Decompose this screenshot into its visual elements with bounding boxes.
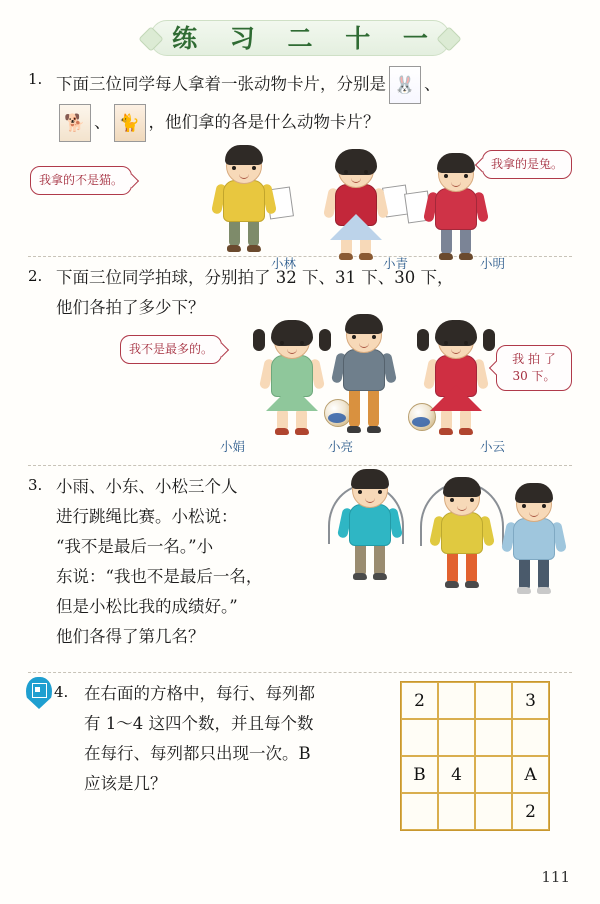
hair xyxy=(435,320,477,346)
legs xyxy=(441,226,471,256)
problem-3-line-5: 但是小松比我的成绩好。” xyxy=(56,597,238,616)
shoe-right xyxy=(295,428,309,435)
grid-cell-r3c2[interactable]: 4 xyxy=(438,756,475,793)
kid-name-4: 小娟 xyxy=(220,439,246,454)
cat-card xyxy=(114,104,146,142)
problem-3-line-1: 小雨、小东、小松三个人 xyxy=(56,477,238,496)
leg-left xyxy=(441,226,452,254)
leg-right xyxy=(374,542,385,576)
dog-card xyxy=(59,104,91,142)
problem-4-number: 4. xyxy=(54,683,69,701)
problem-1-number: 1. xyxy=(28,70,43,88)
kid-xiaoyu xyxy=(498,486,570,596)
eye-left xyxy=(280,341,284,345)
legs xyxy=(355,542,385,576)
shirt xyxy=(513,518,555,560)
kid-name-1: 小林 xyxy=(271,256,297,271)
problem-4-line-2: 有 1～4 这四个数，并且每个数 xyxy=(84,714,314,733)
problem-2-number: 2. xyxy=(28,267,43,285)
problem-4-line-4: 应该是几？ xyxy=(84,774,167,793)
problem-2-bubble-left: 我不是最多的。 xyxy=(120,335,222,364)
legs xyxy=(229,218,259,248)
grid-cell-r1c4[interactable]: 3 xyxy=(512,682,549,719)
problem-3-text xyxy=(56,472,326,652)
grid-cell-r4c1[interactable] xyxy=(401,793,438,830)
hair xyxy=(351,469,389,489)
star-badge-icon xyxy=(26,677,52,709)
pigtail-left xyxy=(253,329,265,351)
shoe-right xyxy=(373,573,387,580)
problem-3-line-3: “我不是最后一名。”小 xyxy=(56,537,214,556)
page-number: 111 xyxy=(541,868,570,886)
shirt xyxy=(343,349,385,391)
shoe-right xyxy=(537,587,551,594)
kid-xiaolin xyxy=(208,148,280,258)
problem-2-text xyxy=(56,263,572,323)
shoe-left xyxy=(445,581,459,588)
legs xyxy=(441,409,471,433)
shoe-right xyxy=(367,426,381,433)
kid-xiaojuan xyxy=(256,323,328,433)
shirt xyxy=(223,180,265,222)
eye-left xyxy=(522,504,526,508)
leg-left xyxy=(355,542,366,576)
eye-right xyxy=(464,174,468,178)
grid-cell-r1c1[interactable]: 2 xyxy=(401,682,438,719)
leg-right xyxy=(460,226,471,254)
problem-3 xyxy=(28,466,572,672)
leg-right xyxy=(368,387,379,427)
eye-left xyxy=(444,341,448,345)
problem-2 xyxy=(28,257,572,465)
shoe-left xyxy=(275,428,289,435)
problem-2-bubble-right-line2: 30 下。 xyxy=(512,369,556,383)
problem-1 xyxy=(28,60,572,271)
problem-1-text-d: ，他们拿的各是什么动物卡片？ xyxy=(148,112,380,132)
leg-right xyxy=(538,556,549,590)
badge-inner-shape xyxy=(32,683,47,698)
problem-1-text-b: 、 xyxy=(424,74,441,94)
grid-cell-r2c4[interactable] xyxy=(512,719,549,756)
shoe-left xyxy=(439,428,453,435)
page-title: 练 习 二 十 一 xyxy=(172,24,440,53)
eye-left xyxy=(358,490,362,494)
grid-cell-r4c4[interactable]: 2 xyxy=(512,793,549,830)
kid-xiaoqing xyxy=(320,152,392,262)
kid-xiaoming xyxy=(420,156,492,266)
skirt xyxy=(330,214,382,240)
dog-icon: 🐕 xyxy=(64,113,86,134)
shoe-left xyxy=(439,253,453,260)
shoe-left xyxy=(517,587,531,594)
grid-cell-r2c2[interactable] xyxy=(438,719,475,756)
kid-xiaoliang xyxy=(328,317,400,437)
pigtail-right xyxy=(319,329,331,351)
shoe-left xyxy=(227,245,241,252)
kid-xiaodong xyxy=(426,480,498,590)
problem-1-text-c: 、 xyxy=(94,112,111,132)
shoe-right xyxy=(359,253,373,260)
grid-cell-r3c4[interactable]: A xyxy=(512,756,549,793)
eye-right xyxy=(364,170,368,174)
grid-cell-r1c3[interactable] xyxy=(475,682,512,719)
skirt xyxy=(266,385,318,411)
grid-cell-r1c2[interactable] xyxy=(438,682,475,719)
rabbit-icon: 🐰 xyxy=(394,75,416,96)
eye-right xyxy=(378,490,382,494)
leg-left xyxy=(519,556,530,590)
shoe-right xyxy=(459,253,473,260)
problem-1-bubble-left: 我拿的不是猫。 xyxy=(30,166,132,195)
pigtail-right xyxy=(483,329,495,351)
problem-1-bubble-right: 我拿的是兔。 xyxy=(482,150,572,179)
page-title-banner xyxy=(150,14,450,60)
problem-2-line-1: 下面三位同学拍球，分别拍了 32 下、31 下、30 下， xyxy=(56,268,454,287)
problem-3-line-6: 他们各得了第几名？ xyxy=(56,627,205,646)
problem-4 xyxy=(28,673,572,853)
legs xyxy=(277,409,307,433)
eye-right xyxy=(542,504,546,508)
shoe-right xyxy=(465,581,479,588)
leg-left xyxy=(349,387,360,427)
legs xyxy=(519,556,549,590)
legs xyxy=(349,387,379,427)
kid-name-5: 小亮 xyxy=(328,439,354,454)
problem-1-text xyxy=(56,66,572,142)
eye-right xyxy=(372,335,376,339)
shirt xyxy=(441,512,483,554)
problem-2-line-2: 他们各拍了多少下？ xyxy=(56,298,205,317)
grid-cell-r2c3[interactable] xyxy=(475,719,512,756)
grid-cell-r4c3[interactable] xyxy=(475,793,512,830)
pigtail-left xyxy=(417,329,429,351)
problem-2-bubble-right-line1: 我 拍 了 xyxy=(512,352,556,366)
problem-4-line-1: 在右面的方格中，每行、每列都 xyxy=(84,684,315,703)
problem-4-text xyxy=(84,679,404,799)
problem-3-line-2: 进行跳绳比赛。小松说： xyxy=(56,507,238,526)
rabbit-card xyxy=(389,66,421,104)
shoe-left xyxy=(353,573,367,580)
legs xyxy=(447,550,477,584)
leg-right xyxy=(466,550,477,584)
eye-right xyxy=(300,341,304,345)
problem-3-number: 3. xyxy=(28,476,43,494)
hair xyxy=(345,314,383,334)
eye-left xyxy=(232,166,236,170)
hair xyxy=(335,149,377,175)
grid-cell-r3c1[interactable]: B xyxy=(401,756,438,793)
kid-name-6: 小云 xyxy=(480,439,506,454)
hair xyxy=(515,483,553,503)
leg-left xyxy=(447,550,458,584)
textbook-page xyxy=(0,14,600,904)
shirt xyxy=(349,504,391,546)
problem-3-line-4: 东说：“我也不是最后一名， xyxy=(56,567,263,586)
grid-cell-r2c1[interactable] xyxy=(401,719,438,756)
shoe-left xyxy=(347,426,361,433)
grid-cell-r4c2[interactable] xyxy=(438,793,475,830)
eye-left xyxy=(352,335,356,339)
shoe-left xyxy=(339,253,353,260)
eye-left xyxy=(450,498,454,502)
kid-xiaosong xyxy=(334,472,406,582)
problem-2-bubble-right xyxy=(496,345,572,391)
eye-right xyxy=(252,166,256,170)
hair xyxy=(225,145,263,165)
grid-cell-r3c3[interactable] xyxy=(475,756,512,793)
kid-name-2: 小青 xyxy=(383,256,409,271)
hair xyxy=(271,320,313,346)
cat-icon: 🐈 xyxy=(118,113,141,134)
shoe-right xyxy=(459,428,473,435)
eye-left xyxy=(344,170,348,174)
skirt xyxy=(430,385,482,411)
hair xyxy=(443,477,481,497)
eye-right xyxy=(464,341,468,345)
shoe-right xyxy=(247,245,261,252)
problem-4-line-3: 在每行、每列都只出现一次。B xyxy=(84,744,311,763)
eye-left xyxy=(444,174,448,178)
puzzle-grid xyxy=(400,681,550,831)
shirt xyxy=(435,188,477,230)
problem-1-text-a: 下面三位同学每人拿着一张动物卡片，分别是 xyxy=(56,74,386,94)
leg-right xyxy=(248,218,259,246)
kid-name-3: 小明 xyxy=(480,256,506,271)
hair xyxy=(437,153,475,173)
eye-right xyxy=(470,498,474,502)
leg-left xyxy=(229,218,240,246)
